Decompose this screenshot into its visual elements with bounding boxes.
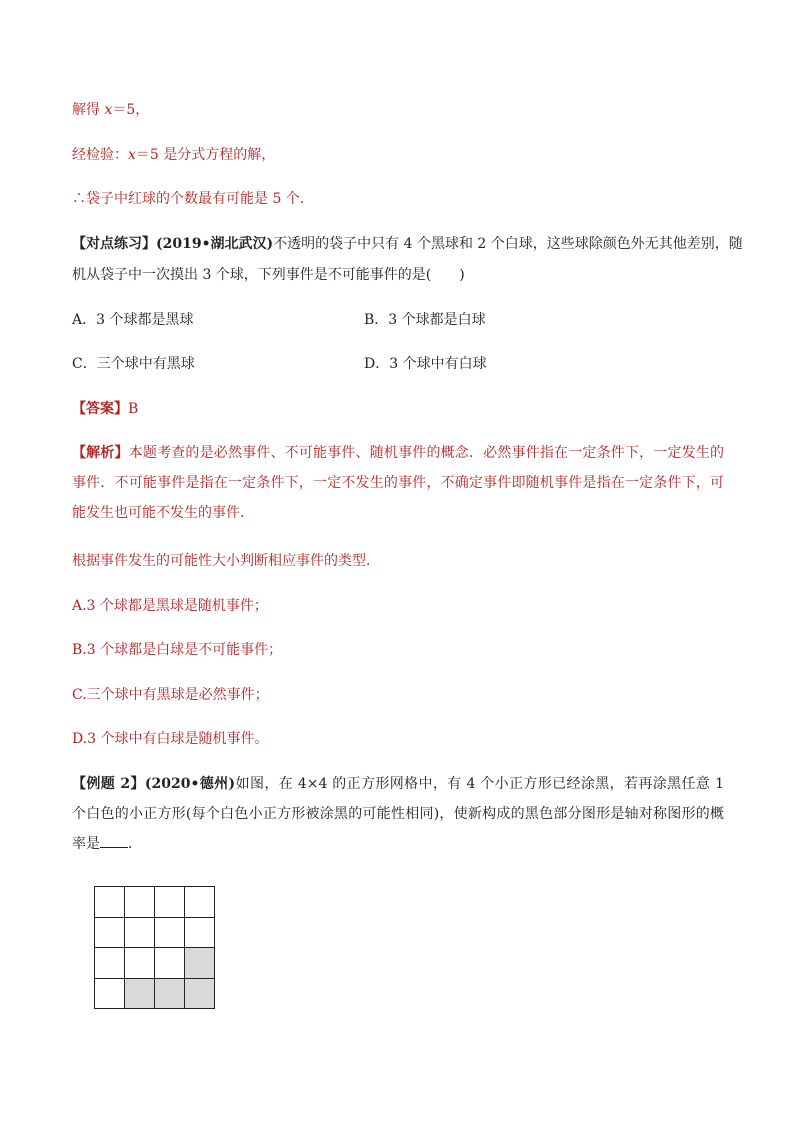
grid-cell-shaded xyxy=(155,979,185,1010)
grid-cell-white xyxy=(95,918,125,949)
option-c: C．三个球中有黑球 xyxy=(72,356,195,372)
solution-line-1-prefix: 解得 xyxy=(72,102,105,118)
solution-line-1-suffix: ＝5， xyxy=(112,102,150,118)
practice-source: (2019•湖北武汉) xyxy=(156,236,274,252)
analysis-item-a: A.3 个球都是黑球是随机事件； xyxy=(72,598,268,614)
solution-line-2-prefix: 经检验： xyxy=(72,147,128,163)
grid-cell-shaded xyxy=(125,979,155,1010)
practice-stem-line-1 xyxy=(72,234,743,254)
analysis-item-d: D.3 个球中有白球是随机事件。 xyxy=(72,731,269,747)
option-b: B．3 个球都是白球 xyxy=(364,312,486,328)
example-2-paragraph xyxy=(72,769,724,859)
variable-x: x xyxy=(128,147,136,163)
grid-cell-white xyxy=(155,918,185,949)
option-d: D．3 个球中有白球 xyxy=(364,356,487,372)
grid-cell-shaded xyxy=(185,979,215,1010)
analysis-tag: 【解析】 xyxy=(72,445,129,461)
grid-cell-white xyxy=(95,979,125,1010)
grid-cell-shaded xyxy=(185,948,215,979)
grid-cell-white xyxy=(155,948,185,979)
solution-line-1 xyxy=(72,100,149,120)
solution-conclusion: ∴袋子中红球的个数最有可能是 5 个. xyxy=(72,191,305,207)
analysis-text: 本题考查的是必然事件、不可能事件、随机事件的概念．必然事件指在一定条件下，一定发生的事件．不可能事件是指在一定条件下，一定不发生的事件，不确定事件即随机事件是指在一定条件下，可能发生也可能不发生的事件． xyxy=(72,445,725,521)
grid-cell-white xyxy=(155,887,185,918)
variable-x: x xyxy=(104,102,113,118)
grid-cell-white xyxy=(125,887,155,918)
analysis-item-c: C.三个球中有黑球是必然事件； xyxy=(72,687,269,703)
analysis-paragraph xyxy=(72,438,724,528)
example-2-text-end: ． xyxy=(128,836,142,852)
square-grid-figure xyxy=(94,886,215,1009)
grid-cell-white xyxy=(95,887,125,918)
answer-line xyxy=(72,399,138,419)
grid-cell-white xyxy=(125,918,155,949)
answer-blank xyxy=(100,833,128,848)
grid-cell-white xyxy=(185,918,215,949)
answer-value: B xyxy=(128,401,139,417)
solution-line-2-suffix: ＝5 是分式方程的解， xyxy=(135,147,276,163)
option-a: A．3 个球都是黑球 xyxy=(72,312,194,328)
grid-cell-white xyxy=(125,948,155,979)
analysis-line-2: 根据事件发生的可能性大小判断相应事件的类型． xyxy=(72,553,380,569)
solution-line-2 xyxy=(72,145,275,165)
practice-stem-line-2: 机从袋子中一次摸出 3 个球，下列事件是不可能事件的是( ) xyxy=(72,267,465,283)
practice-tag: 【对点练习】 xyxy=(72,236,156,252)
example-2-text: 如图，在 4×4 的正方形网格中，有 4 个小正方形已经涂黑，若再涂黑任意 1 个白色的小正方形(每个白色小正方形被涂黑的可能性相同)，使新构成的黑色部分图形是轴对称图形的概率是 xyxy=(72,776,724,852)
analysis-item-b: B.3 个球都是白球是不可能事件； xyxy=(72,642,283,658)
example-2-tag: 【例题 2】 xyxy=(72,776,145,792)
grid-cell-white xyxy=(95,948,125,979)
example-2-source: (2020•德州) xyxy=(144,776,236,792)
answer-tag: 【答案】 xyxy=(72,401,128,417)
practice-stem-text-1: 不透明的袋子中只有 4 个黑球和 2 个白球，这些球除颜色外无其他差别，随 xyxy=(273,236,743,252)
grid-cell-white xyxy=(185,887,215,918)
